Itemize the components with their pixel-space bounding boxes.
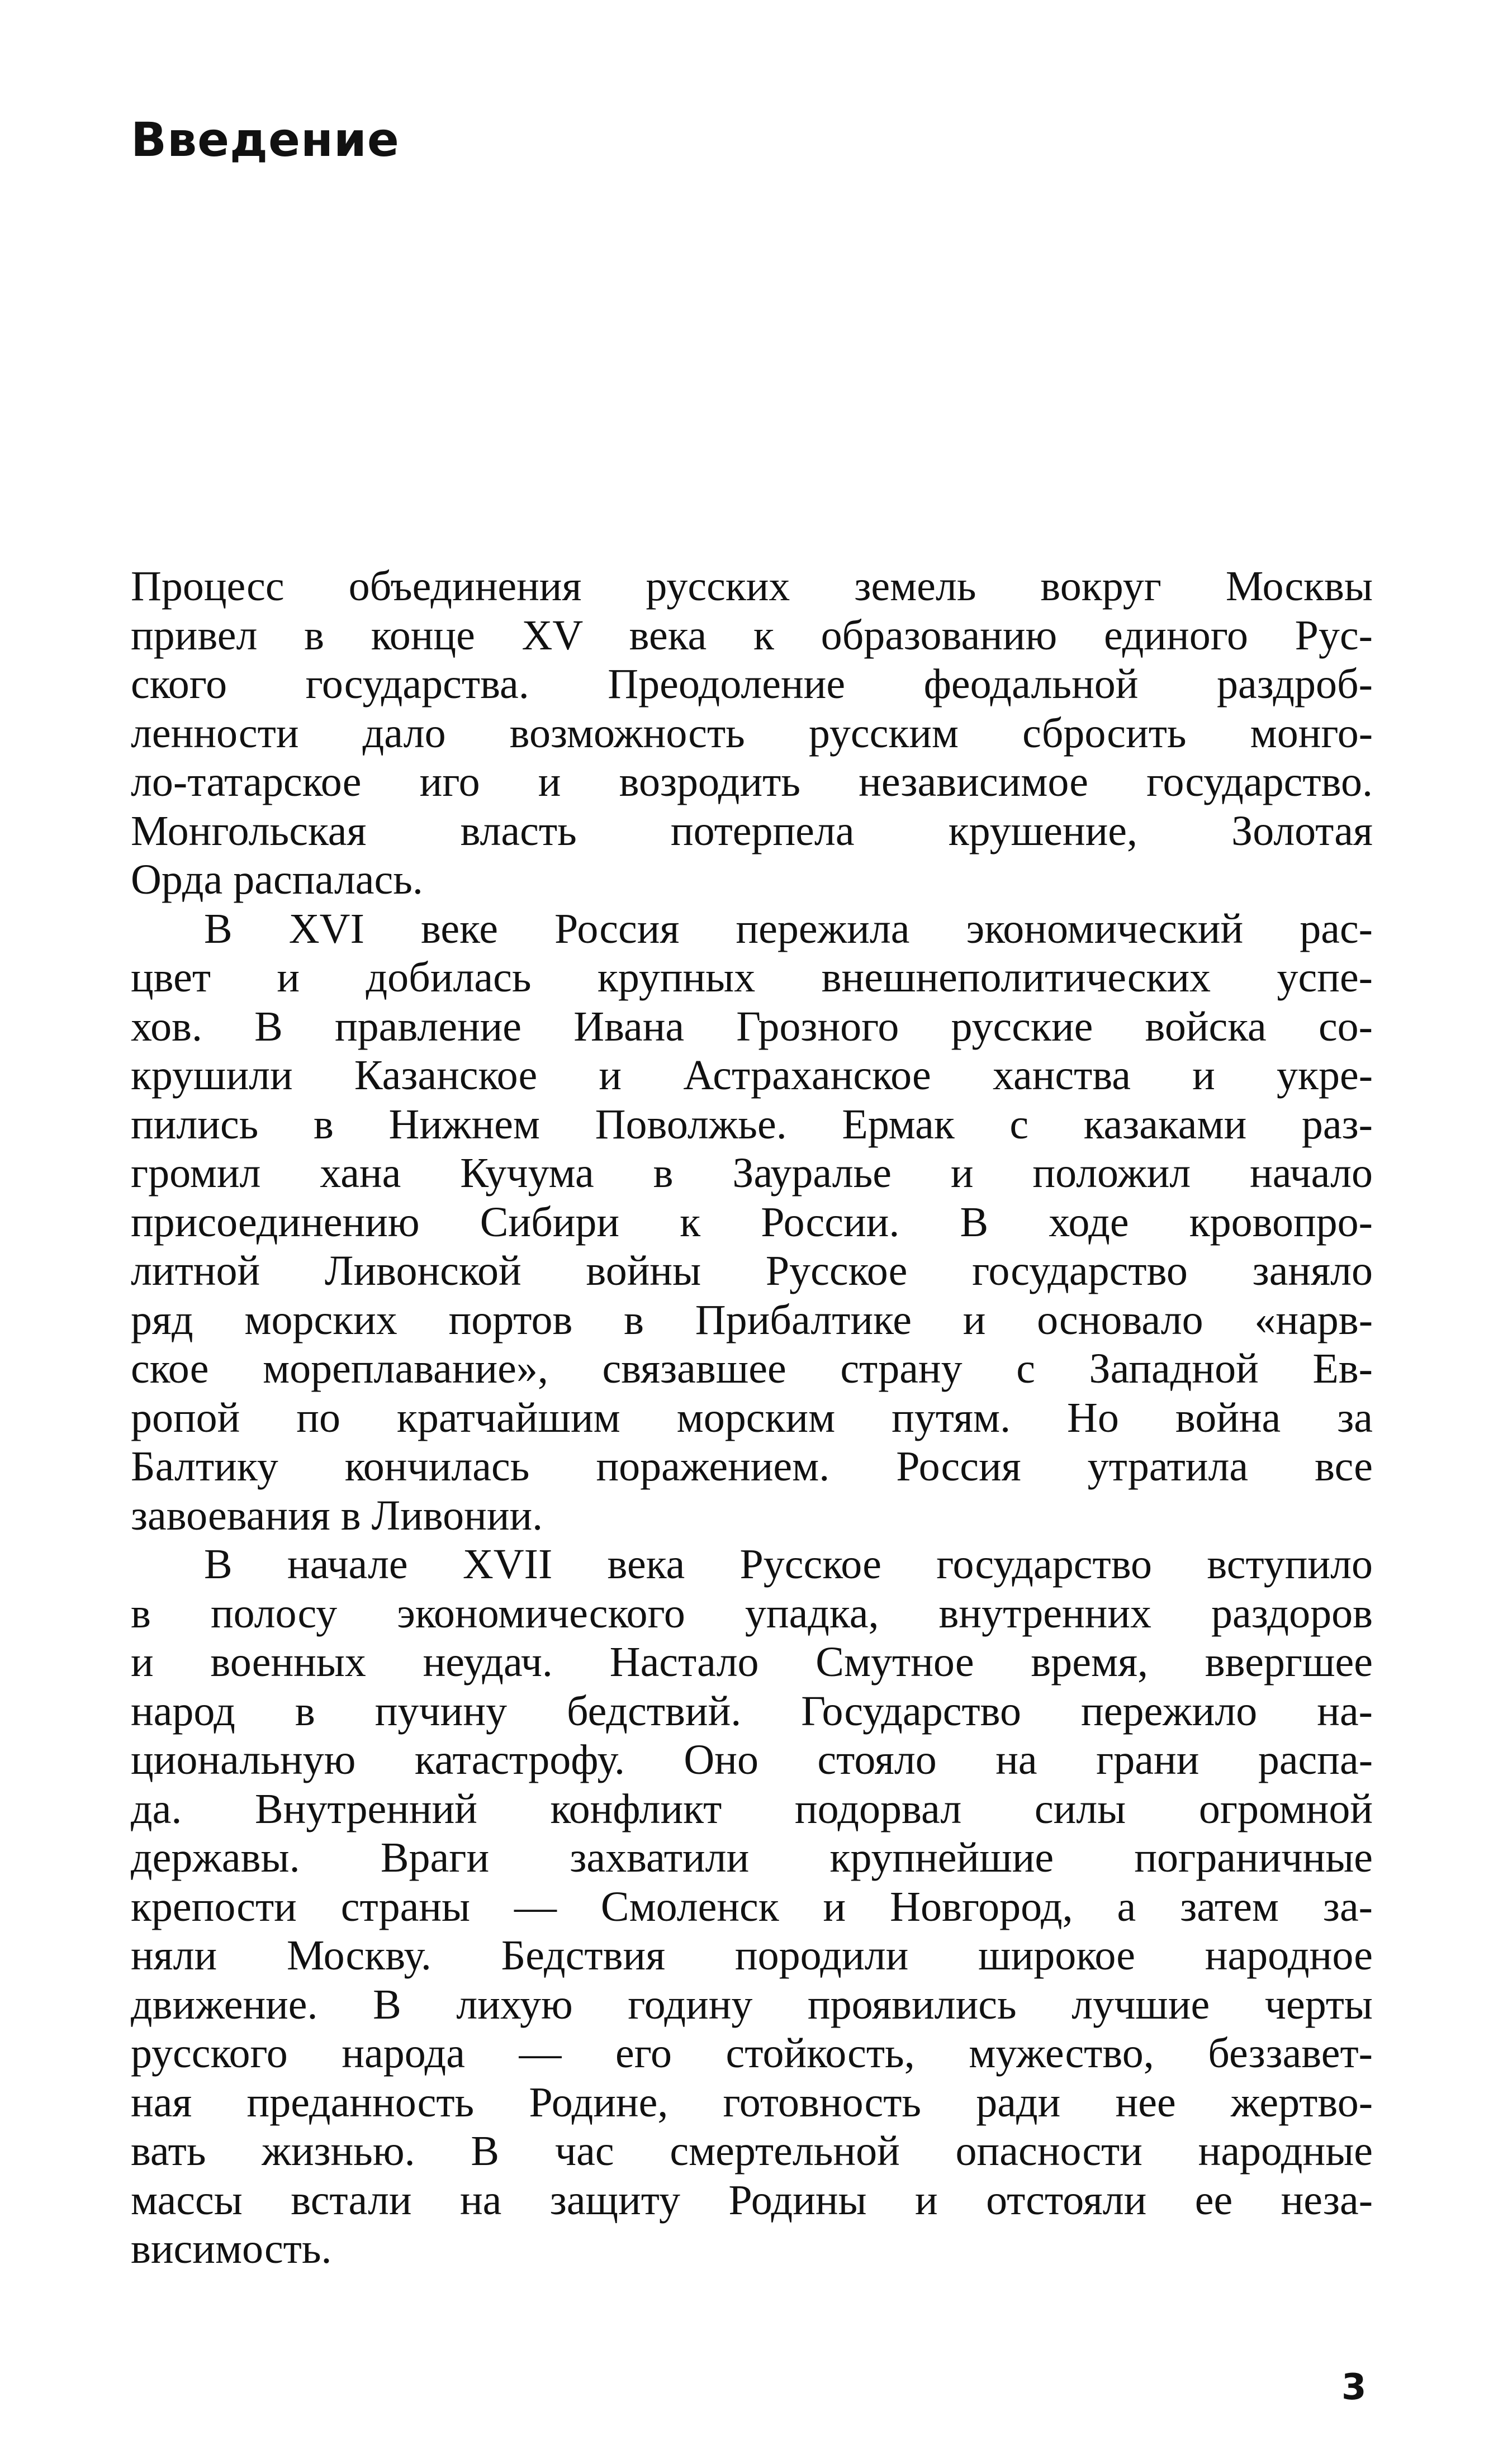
page-number: 3 bbox=[1341, 2367, 1367, 2408]
text-line: присоединению Сибири к России. В ходе кровопро- bbox=[131, 1198, 1373, 1246]
text-line: вать жизнью. В час смертельной опасности народные bbox=[131, 2128, 1373, 2175]
text-line: цвет и добилась крупных внешнеполитических успе- bbox=[131, 954, 1373, 1001]
text-line: державы. Враги захватили крупнейшие пограничные bbox=[131, 1834, 1373, 1881]
text-line: литной Ливонской войны Русское государство заняло bbox=[131, 1247, 1373, 1294]
text-line: няли Москву. Бедствия породили широкое народное bbox=[131, 1932, 1373, 1979]
text-line: ленности дало возможность русским сбросить монго- bbox=[131, 709, 1373, 757]
text-line: движение. В лихую годину проявились лучшие черты bbox=[131, 1981, 1373, 2028]
text-line: ло-татарское иго и возродить независимое государство. bbox=[131, 758, 1373, 805]
text-line: пились в Нижнем Поволжье. Ермак с казаками раз- bbox=[131, 1100, 1373, 1148]
text-line: привел в конце XV века к образованию единого Рус- bbox=[131, 611, 1373, 659]
text-line: ряд морских портов в Прибалтике и основало «нарв- bbox=[131, 1296, 1373, 1343]
text-line: В начале XVII века Русское государство вступило bbox=[204, 1541, 1373, 1588]
text-line: ропой по кратчайшим морским путям. Но война за bbox=[131, 1394, 1373, 1441]
text-line: ское мореплавание», связавшее страну с Западной Ев- bbox=[131, 1345, 1373, 1392]
text-line: крепости страны — Смоленск и Новгород, а затем за- bbox=[131, 1883, 1373, 1930]
text-line: Балтику кончилась поражением. Россия утратила все bbox=[131, 1443, 1373, 1490]
text-line: Процесс объединения русских земель вокруг Москвы bbox=[131, 563, 1373, 610]
text-line: ского государства. Преодоление феодальной раздроб- bbox=[131, 661, 1373, 708]
text-line: да. Внутренний конфликт подорвал силы огромной bbox=[131, 1785, 1373, 1832]
text-line: и военных неудач. Настало Смутное время, ввергшее bbox=[131, 1639, 1373, 1686]
text-line: Орда распалась. bbox=[131, 856, 423, 903]
text-line: ная преданность Родине, готовность ради нее жертво- bbox=[131, 2078, 1373, 2126]
text-line: завоевания в Ливонии. bbox=[131, 1492, 543, 1539]
text-line: массы встали на защиту Родины и отстояли ее неза- bbox=[131, 2176, 1373, 2224]
text-line: в полосу экономического упадка, внутренних раздоров bbox=[131, 1589, 1373, 1637]
chapter-heading: Введение bbox=[131, 112, 400, 167]
text-line: В XVI веке Россия пережила экономический рас- bbox=[204, 905, 1373, 952]
text-line: народ в пучину бедствий. Государство пережило на- bbox=[131, 1687, 1373, 1735]
text-line: крушили Казанское и Астраханское ханства и укре- bbox=[131, 1052, 1373, 1099]
text-line: висимость. bbox=[131, 2225, 332, 2272]
body-text bbox=[131, 562, 1373, 2274]
text-line: хов. В правление Ивана Грозного русские войска со- bbox=[131, 1003, 1373, 1050]
text-line: Монгольская власть потерпела крушение, Золотая bbox=[131, 807, 1373, 854]
text-line: громил хана Кучума в Зауралье и положил начало bbox=[131, 1150, 1373, 1197]
text-line: циональную катастрофу. Оно стояло на грани распа- bbox=[131, 1736, 1373, 1783]
text-line: русского народа — его стойкость, мужество, беззавет- bbox=[131, 2030, 1373, 2077]
